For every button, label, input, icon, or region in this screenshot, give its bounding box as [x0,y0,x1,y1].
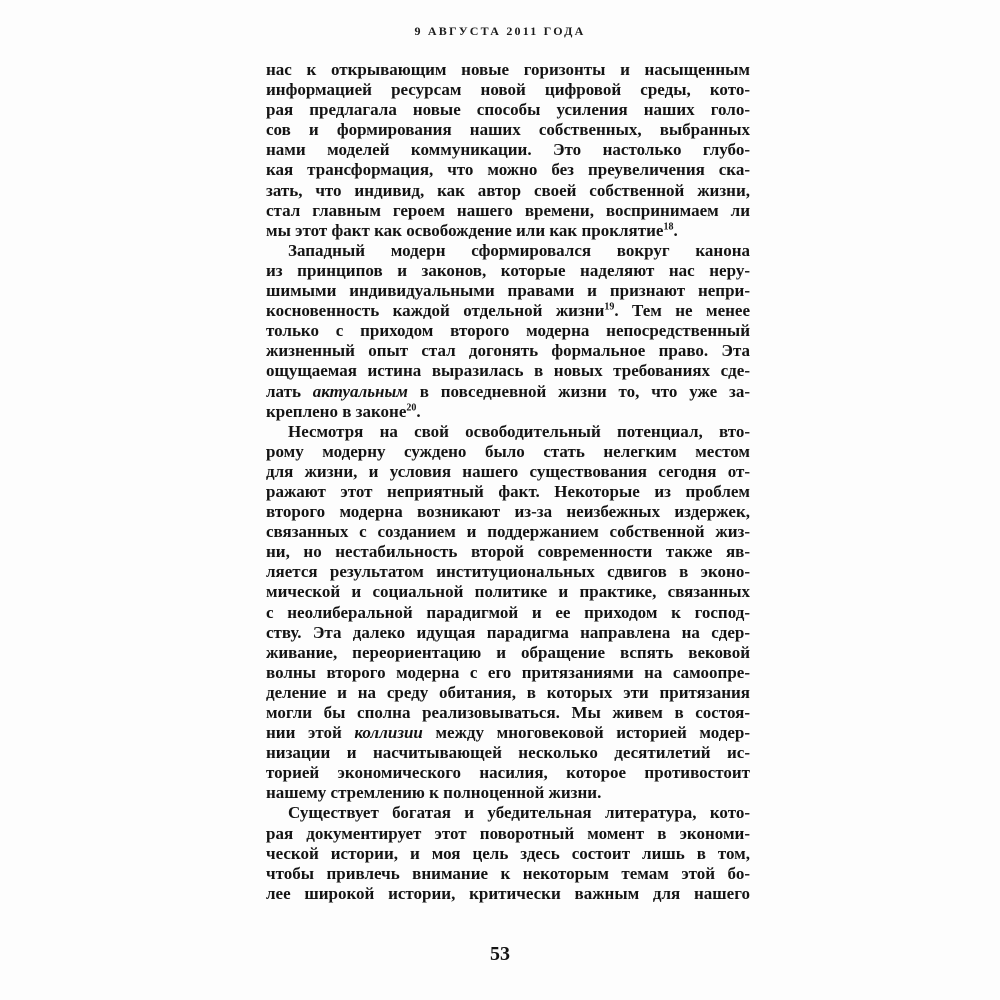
text-line: ражают этот неприятный факт. Некоторые из проблем [266,481,750,501]
text-line: могли бы сполна реализовываться. Мы живем в состоя- [266,703,750,722]
footnote-marker: 20 [406,401,417,413]
text-line: деление и на среду обитания, в которых эти притязания [266,682,750,702]
text-line: креплено в законе$^{20}$. [266,401,421,421]
text-line: только с приходом второго модерна непосредственный [266,321,750,341]
text-line: ческой истории, и моя цель здесь состоит лишь в том, [266,843,750,863]
text-line: стал главным героем нашего времени, воспринимаем ли [266,200,750,220]
footnote-marker: 19 [604,301,615,313]
text-line: жизненный опыт стал догонять формальное право. Эта [266,341,750,361]
text-line: волны второго модерна с его притязаниями на самоопре- [266,662,750,682]
text-line: живание, переориентацию и обращение вспять вековой [266,642,750,662]
text-line: ству. Эта далеко идущая парадигма направлена на сдер- [266,622,750,642]
text-line: сов и формирования наших собственных, выбранных [266,120,750,140]
text-line: нии этой коллизии между многовековой историей модер- [266,723,751,743]
text-line: низации и насчитывающей несколько десятилетий ис- [266,743,750,763]
text-line: из принципов и законов, которые наделяют нас неру- [266,260,750,280]
text-line: рая предлагала новые способы усиления наших голо- [266,100,750,120]
text-line: связанных с созданием и поддержанием собственной жиз- [266,522,750,542]
text-line: кая трансформация, что можно без преувеличения ска- [266,160,750,180]
text-line: торией экономического насилия, которое противостоит [266,763,750,783]
text-line: чтобы привлечь внимание к некоторым темам этой бо- [266,863,750,883]
text-line: шимыми индивидуальными правами и признают непри- [266,281,750,301]
text-line: ляется результатом институциональных сдвигов в эконо- [266,562,750,582]
footnote-marker: 18 [663,221,674,233]
text-line: ощущаемая истина выразилась в новых требованиях сде- [266,361,750,381]
text-line: для жизни, и условия нашего существования сегодня от- [266,461,750,481]
text-line: косновенность каждой отдельной жизни$^{19}$. Тем не менее [266,301,751,321]
text-line: нас к открывающим новые горизонты и насыщенным [266,60,750,79]
text-line: мы этот факт как освобождение или как проклятие$^{18}$. [266,220,678,240]
running-header: 9 АВГУСТА 2011 ГОДА [414,24,586,38]
text-line: ни, но нестабильность второй современности также яв- [266,542,750,562]
text-line: Западный модерн сформировался вокруг канона [288,240,750,260]
text-line: второго модерна возникают из-за неизбежных издержек, [266,502,750,522]
page-number: 53 [490,943,510,965]
text-line: нами моделей коммуникации. Это настолько глубо- [266,140,750,160]
text-line: зать, что индивид, как автор своей собственной жизни, [266,180,750,200]
text-line: Существует богатая и убедительная литература, кото- [288,803,750,823]
text-line: рая документирует этот поворотный момент в экономи- [266,823,750,843]
text-line: рому модерну суждено было стать нелегким местом [266,441,750,461]
text-line: мической и социальной политике и практике, связанных [266,582,750,602]
text-line: информацией ресурсам новой цифровой среды, кото- [266,80,750,100]
text-line: Несмотря на свой освободительный потенциал, вто- [288,421,750,441]
text-line: лать актуальным в повседневной жизни то, что уже за- [266,381,750,401]
text-column [266,60,750,904]
text-line: нашему стремлению к полноценной жизни. [266,783,602,803]
text-line: лее широкой истории, критически важным для нашего [266,883,750,903]
text-line: с неолиберальной парадигмой и ее приходом к господ- [266,602,750,622]
